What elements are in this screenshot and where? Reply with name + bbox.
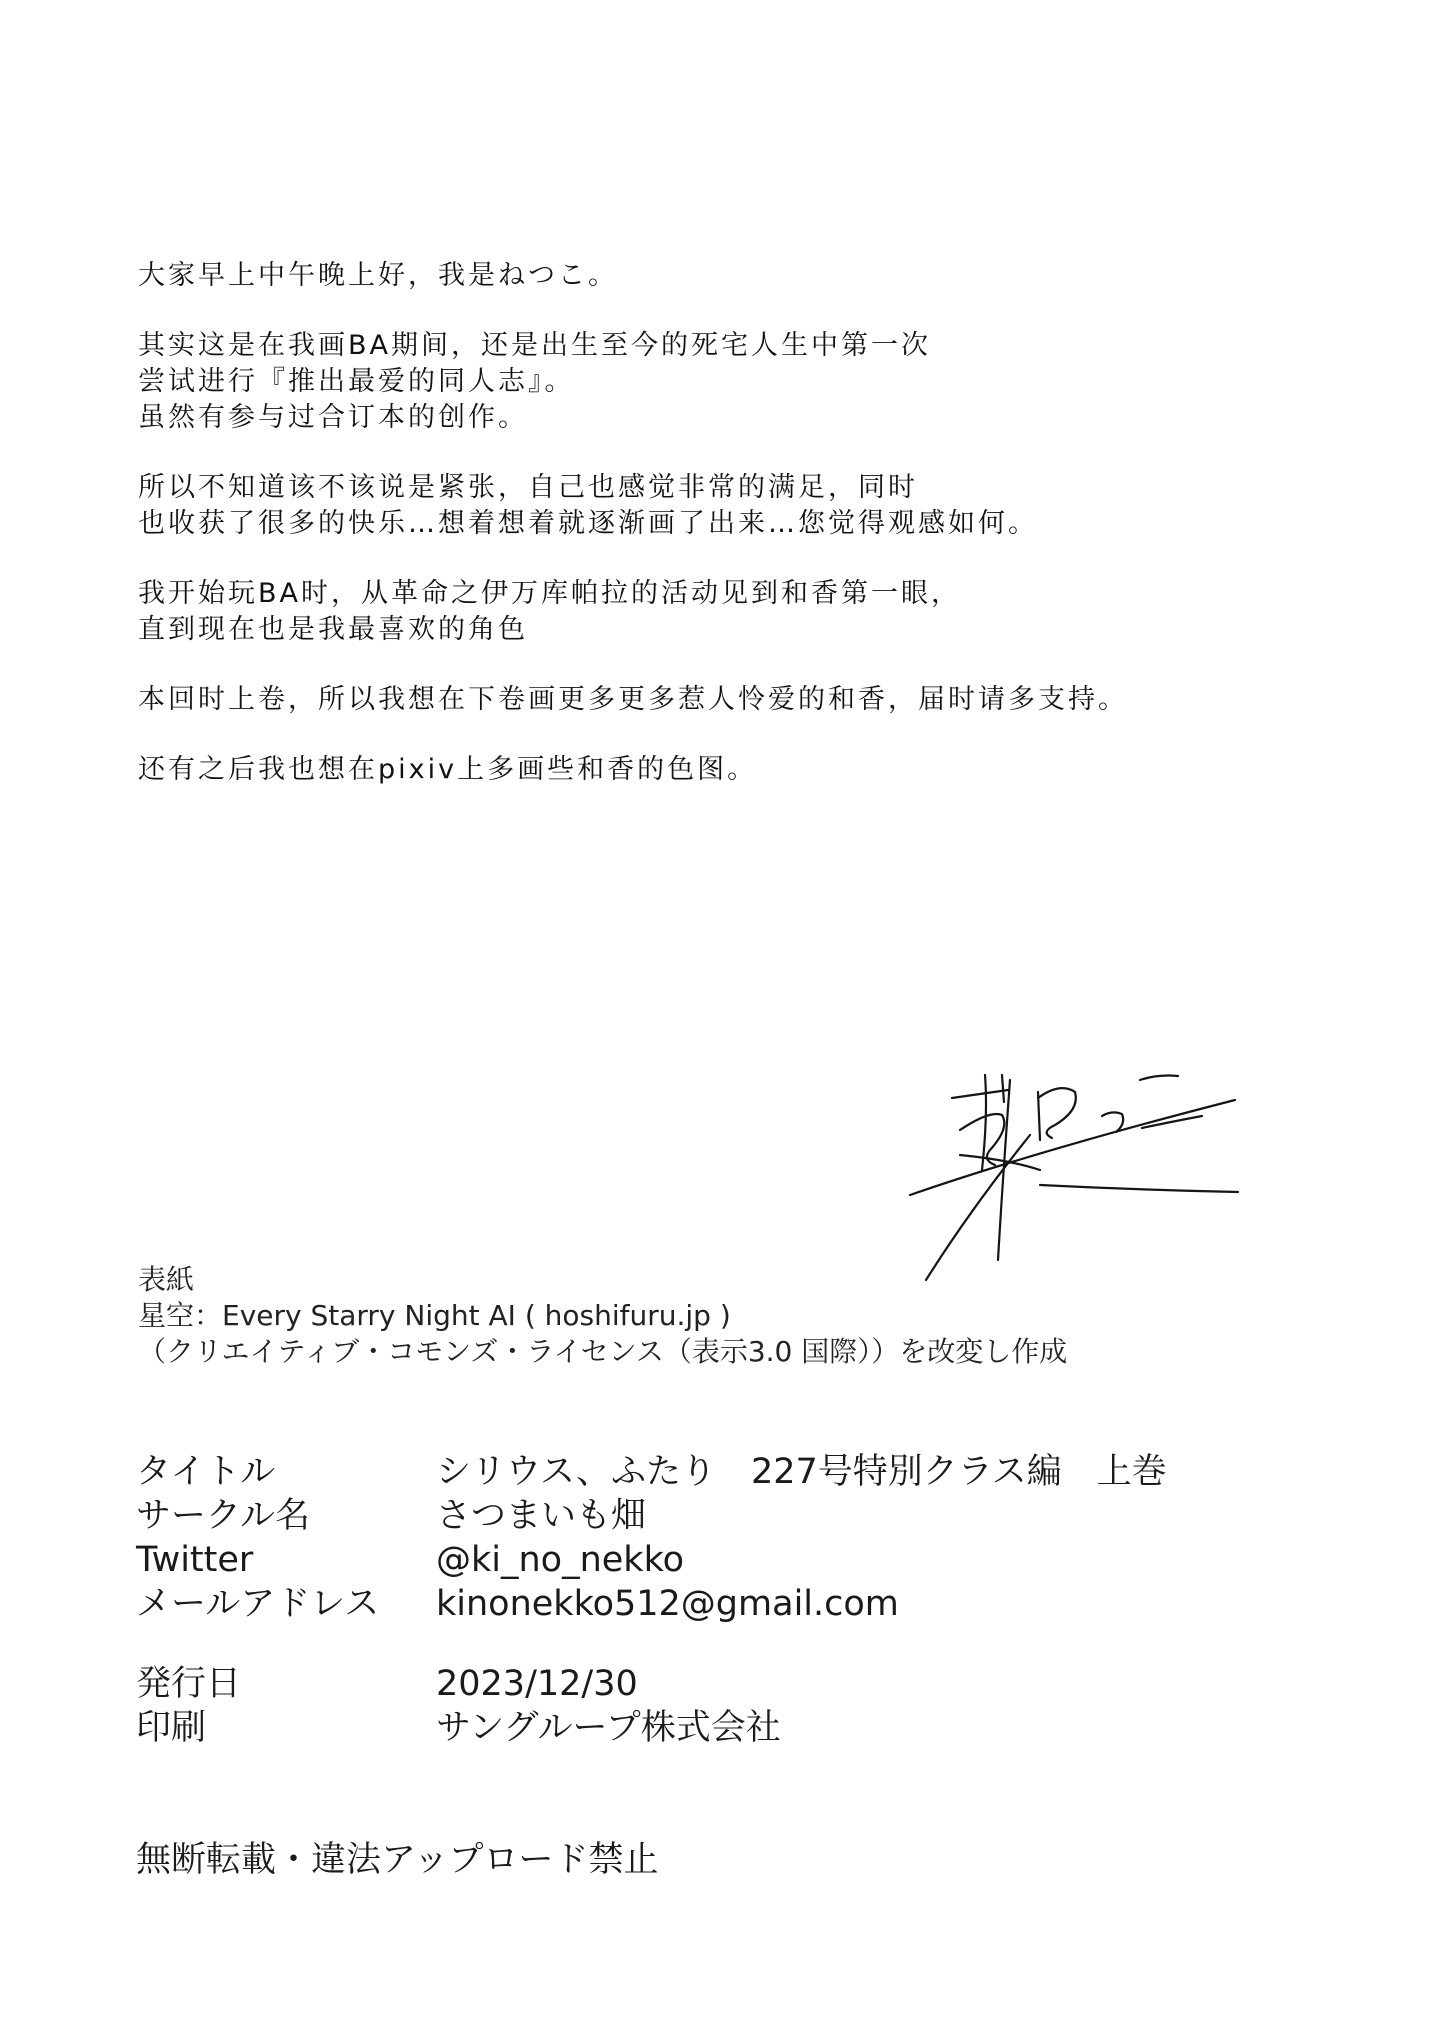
paragraph-next-volume (138, 682, 1298, 718)
paragraph-feelings (138, 470, 1298, 542)
twitter-value: @ki_no_nekko (436, 1540, 685, 1580)
colophon-row-print (136, 1706, 1167, 1750)
date-value: 2023/12/30 (436, 1664, 638, 1704)
text-line: 直到现在也是我最喜欢的角色 (138, 614, 528, 645)
text-line: 也收获了很多的快乐…想着想着就逐渐画了出来…您觉得观感如何。 (138, 508, 1038, 539)
circle-value: さつまいも畑 (436, 1496, 647, 1536)
text-line: 所以不知道该不该说是紧张，自己也感觉非常的满足，同时 (138, 472, 918, 503)
cover-license: （クリエイティブ・コモンズ・ライセンス（表示3.0 国際））を改変し作成 (138, 1335, 1068, 1368)
twitter-label: Twitter (136, 1540, 254, 1580)
paragraph-greeting (138, 258, 1298, 294)
colophon-row-date (136, 1662, 1167, 1706)
mail-label: メールアドレス (136, 1584, 380, 1624)
text-line: 还有之后我也想在pixiv上多画些和香的色图。 (138, 754, 758, 785)
cover-heading: 表紙 (138, 1263, 195, 1296)
cover-credit (138, 1262, 1067, 1370)
text-line: 尝试进行『推出最爱的同人志』。 (138, 366, 575, 397)
paragraph-pixiv (138, 752, 1298, 788)
colophon-row-circle (136, 1494, 1167, 1538)
colophon-row-twitter (136, 1538, 1167, 1582)
handwritten-signature (890, 1020, 1250, 1300)
print-value: サングループ株式会社 (436, 1708, 781, 1748)
colophon (136, 1450, 1167, 1750)
text-line: 虽然有参与过合订本的创作。 (138, 402, 528, 433)
text-line: 大家早上中午晚上好，我是ねつこ。 (138, 260, 618, 291)
mail-value: kinonekko512@gmail.com (436, 1584, 899, 1624)
paragraph-first-doujinshi (138, 328, 1298, 436)
date-label: 発行日 (136, 1664, 242, 1704)
colophon-row-mail (136, 1582, 1167, 1626)
paragraph-favorite-character (138, 576, 1298, 648)
text-line: 其实这是在我画BA期间，还是出生至今的死宅人生中第一次 (138, 330, 931, 361)
text-line: 本回时上卷，所以我想在下卷画更多更多惹人怜爱的和香，届时请多支持。 (138, 684, 1128, 715)
afterword-text (138, 258, 1298, 822)
colophon-row-title (136, 1450, 1167, 1494)
title-label: タイトル (136, 1452, 276, 1492)
spacer (136, 1626, 1167, 1662)
circle-label: サークル名 (136, 1496, 310, 1536)
title-value: シリウス、ふたり 227号特別クラス編 上巻 (436, 1452, 1167, 1492)
print-label: 印刷 (136, 1708, 207, 1748)
cover-source: 星空：Every Starry Night AI ( hoshifuru.jp ) (138, 1299, 731, 1332)
text-line: 我开始玩BA时，从革命之伊万库帕拉的活动见到和香第一眼， (138, 578, 961, 609)
reprint-notice: 無断転載・違法アップロード禁止 (136, 1840, 659, 1880)
